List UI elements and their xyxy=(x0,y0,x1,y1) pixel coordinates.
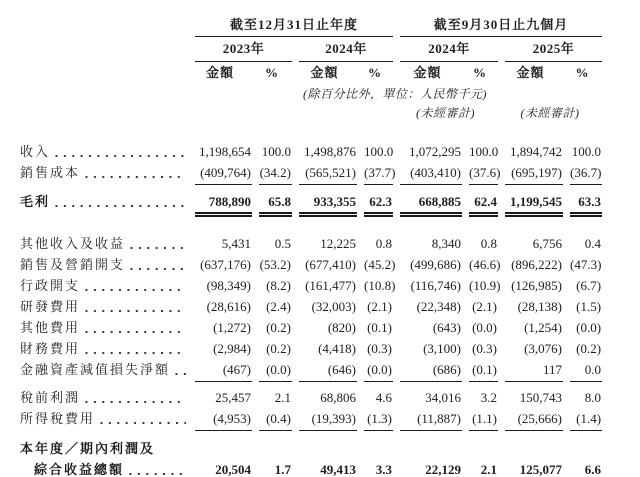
dot-leader xyxy=(129,471,186,477)
percent-cell: (53.2) xyxy=(259,257,291,272)
percent-header: % xyxy=(575,65,590,80)
amount-cell: (686) xyxy=(393,359,462,382)
percent-cell: 62.3 xyxy=(357,191,393,217)
amount-cell: (25,666) xyxy=(498,408,563,431)
table-row-impairment-losses xyxy=(20,359,602,382)
percent-cell: 8.0 xyxy=(584,390,602,405)
spacer-row xyxy=(20,217,602,233)
dot-leader xyxy=(85,399,186,405)
column-group-nine-months: 截至9月30日止九個月 xyxy=(393,13,602,37)
amount-cell: (695,197) xyxy=(498,162,563,185)
percent-cell: (0.4) xyxy=(252,408,292,431)
percent-cell: (2.1) xyxy=(472,299,498,314)
percent-header: % xyxy=(368,65,382,80)
amount-cell: (677,410) xyxy=(305,257,356,272)
amount-cell: (4,953) xyxy=(188,408,252,431)
percent-cell: (2.1) xyxy=(367,299,393,314)
percent-cell: (0.0) xyxy=(576,320,602,335)
percent-cell: (0.0) xyxy=(252,359,292,382)
table-row-income-tax xyxy=(20,408,602,431)
row-label-cell xyxy=(20,162,188,185)
dot-leader xyxy=(175,371,186,377)
percent-cell: 100.0 xyxy=(261,144,291,159)
unit-note-row xyxy=(20,85,602,104)
amount-cell: (2,984) xyxy=(213,341,251,356)
percent-cell: (0.1) xyxy=(462,359,498,382)
percent-cell: 65.8 xyxy=(252,191,292,217)
column-group-annual: 截至12月31日止年度 xyxy=(188,13,393,37)
spacer-cell xyxy=(20,37,188,62)
amount-cell: (22,348) xyxy=(416,299,462,314)
percent-cell: 0.0 xyxy=(563,359,602,382)
percent-cell: 100.0 xyxy=(364,144,394,159)
percent-cell: (10.8) xyxy=(364,278,396,293)
amount-cell: (565,521) xyxy=(292,162,357,185)
percent-cell: (0.3) xyxy=(472,341,498,356)
row-label: 銷售及營銷開支 xyxy=(20,257,126,272)
amount-cell: (499,686) xyxy=(410,257,462,272)
row-label-cell xyxy=(20,233,188,254)
column-group-header-row xyxy=(20,13,602,37)
amount-cell: 933,355 xyxy=(292,191,357,217)
row-label-cell xyxy=(20,359,188,382)
amount-header: 金額 xyxy=(310,65,339,80)
row-label-cell xyxy=(20,438,188,459)
row-label: 收入 xyxy=(20,144,51,159)
percent-cell: 3.2 xyxy=(480,390,498,405)
amount-header: 金額 xyxy=(205,65,234,80)
spacer-cell xyxy=(20,13,188,37)
spacer-cell xyxy=(20,104,393,123)
row-label: 其他費用 xyxy=(20,320,81,335)
row-label-cell xyxy=(20,387,188,408)
year-header-row xyxy=(20,37,602,62)
amount-cell: (3,076) xyxy=(524,341,563,356)
amount-header: 金額 xyxy=(516,65,545,80)
amount-cell: (11,887) xyxy=(393,408,462,431)
dot-leader xyxy=(130,266,186,272)
row-label-cell xyxy=(20,317,188,338)
amount-cell: 5,431 xyxy=(221,236,251,251)
dot-leader xyxy=(55,203,186,209)
year-header-2024: 2024年 xyxy=(292,37,393,62)
amount-header: 金額 xyxy=(413,65,442,80)
percent-cell: (1.3) xyxy=(357,408,393,431)
amount-cell: (643) xyxy=(432,320,462,335)
table-row-total-label-line1 xyxy=(20,438,602,459)
percent-cell: (8.2) xyxy=(266,278,291,293)
amount-cell: 8,340 xyxy=(431,236,462,251)
amount-cell: (896,222) xyxy=(511,257,563,272)
spacer-cell xyxy=(20,85,188,104)
percent-header: % xyxy=(265,65,279,80)
dot-leader xyxy=(85,287,186,293)
year-header-2024-9m: 2024年 xyxy=(393,37,498,62)
amount-cell: 668,885 xyxy=(393,191,462,217)
dot-leader xyxy=(85,174,186,180)
row-label-cell xyxy=(20,459,188,477)
percent-cell: (0.2) xyxy=(576,341,602,356)
amount-cell: 125,077 xyxy=(498,459,563,477)
amount-cell: 788,890 xyxy=(188,191,252,217)
row-label-cell xyxy=(20,275,188,296)
percent-cell: (2.4) xyxy=(266,299,291,314)
table-row-gross-profit xyxy=(20,191,602,217)
amount-cell: (637,176) xyxy=(200,257,251,272)
table-row-selling-expenses xyxy=(20,254,602,275)
percent-cell: 3.3 xyxy=(357,459,393,477)
amount-cell: 1,199,545 xyxy=(498,191,563,217)
percent-cell: 100.0 xyxy=(571,144,602,159)
percent-cell: (1.1) xyxy=(462,408,498,431)
percent-cell: 0.8 xyxy=(480,236,498,251)
row-label: 本年度／期內利潤及 xyxy=(20,441,156,456)
percent-cell: 4.6 xyxy=(375,390,393,405)
percent-cell: (6.7) xyxy=(576,278,602,293)
amount-cell: (28,616) xyxy=(206,299,251,314)
percent-cell: (47.3) xyxy=(570,257,602,272)
spacer-row xyxy=(20,431,602,438)
unit-note: (除百分比外，單位：人民幣千元) xyxy=(303,87,487,101)
percent-cell: (37.7) xyxy=(357,162,393,185)
percent-cell: 63.3 xyxy=(563,191,602,217)
table-row-other-expenses xyxy=(20,317,602,338)
amount-cell: (646) xyxy=(292,359,357,382)
spacer-cell xyxy=(188,438,602,459)
percent-cell: 0.5 xyxy=(274,236,291,251)
table-row-revenue xyxy=(20,141,602,162)
amount-cell: 150,743 xyxy=(519,390,563,405)
percent-cell: 0.4 xyxy=(584,236,602,251)
amount-cell: (409,764) xyxy=(188,162,252,185)
unaudited-note: (未經審計) xyxy=(416,106,476,120)
row-label-cell xyxy=(20,191,188,217)
amount-cell: 6,756 xyxy=(532,236,563,251)
amount-cell: 25,457 xyxy=(215,390,251,405)
amount-cell: 68,806 xyxy=(320,390,356,405)
row-label: 毛利 xyxy=(20,194,51,209)
percent-cell: 2.1 xyxy=(462,459,498,477)
amount-cell: (116,746) xyxy=(410,278,462,293)
amount-cell: 117 xyxy=(498,359,563,382)
percent-cell: (0.3) xyxy=(367,341,393,356)
percent-cell: (10.9) xyxy=(469,278,501,293)
unaudited-note: (未經審計) xyxy=(520,106,580,120)
amount-cell: (28,138) xyxy=(517,299,563,314)
amount-cell: (19,393) xyxy=(292,408,357,431)
dot-leader xyxy=(85,329,186,335)
amount-cell: 12,225 xyxy=(320,236,356,251)
amount-cell: 22,129 xyxy=(393,459,462,477)
percent-cell: (46.6) xyxy=(469,257,501,272)
percent-cell: 100.0 xyxy=(469,144,499,159)
row-label-cell xyxy=(20,408,188,431)
dot-leader xyxy=(85,308,186,314)
spacer-cell xyxy=(188,85,292,104)
column-header-row xyxy=(20,62,602,85)
table-row-other-income xyxy=(20,233,602,254)
spacer-cell xyxy=(498,85,602,104)
row-label: 行政開支 xyxy=(20,278,81,293)
row-label: 研發費用 xyxy=(20,299,81,314)
amount-cell: 1,894,742 xyxy=(510,144,563,159)
amount-cell: (403,410) xyxy=(393,162,462,185)
amount-cell: 49,413 xyxy=(292,459,357,477)
table-row-total-comprehensive-income xyxy=(20,459,602,477)
percent-cell: (1.5) xyxy=(576,299,602,314)
unaudited-note-row xyxy=(20,104,602,123)
percent-cell: (0.0) xyxy=(357,359,393,382)
amount-cell: (4,418) xyxy=(318,341,356,356)
amount-cell: (98,349) xyxy=(206,278,251,293)
percent-cell: 2.1 xyxy=(274,390,291,405)
amount-cell: 1,198,654 xyxy=(199,144,251,159)
amount-cell: (32,003) xyxy=(311,299,356,314)
amount-cell: (1,254) xyxy=(524,320,563,335)
table-row-admin-expenses xyxy=(20,275,602,296)
percent-cell: (0.2) xyxy=(266,341,291,356)
amount-cell: 34,016 xyxy=(425,390,462,405)
percent-header: % xyxy=(473,65,488,80)
amount-cell: 1,498,876 xyxy=(304,144,356,159)
table-row-cost-of-sales xyxy=(20,162,602,185)
amount-cell: (161,477) xyxy=(305,278,356,293)
amount-cell: (3,100) xyxy=(423,341,462,356)
row-label: 所得稅費用 xyxy=(20,411,96,426)
percent-cell: 6.6 xyxy=(563,459,602,477)
row-label: 綜合收益總額 xyxy=(34,462,125,477)
table-row-finance-costs xyxy=(20,338,602,359)
dot-leader xyxy=(55,153,186,159)
amount-cell: 1,072,295 xyxy=(409,144,462,159)
spacer-cell xyxy=(20,62,188,85)
amount-cell: (820) xyxy=(327,320,356,335)
percent-cell: (36.7) xyxy=(563,162,602,185)
dot-leader xyxy=(130,245,186,251)
amount-cell: (126,985) xyxy=(511,278,563,293)
percent-cell: (0.0) xyxy=(472,320,498,335)
row-label: 金融資產減值損失淨額 xyxy=(20,362,171,377)
row-label: 銷售成本 xyxy=(20,165,81,180)
row-label: 財務費用 xyxy=(20,341,81,356)
row-label-cell xyxy=(20,254,188,275)
percent-cell: (0.1) xyxy=(367,320,393,335)
table-row-profit-before-tax xyxy=(20,387,602,408)
dot-leader xyxy=(85,350,186,356)
year-header-2023: 2023年 xyxy=(188,37,292,62)
percent-cell: 62.4 xyxy=(462,191,498,217)
percent-cell: 0.8 xyxy=(375,236,393,251)
percent-cell: (0.2) xyxy=(266,320,291,335)
income-statement-table xyxy=(20,13,602,477)
row-label: 稅前利潤 xyxy=(20,390,81,405)
percent-cell: (37.6) xyxy=(462,162,498,185)
amount-cell: (467) xyxy=(188,359,252,382)
amount-cell: (1,272) xyxy=(213,320,251,335)
percent-cell: (34.2) xyxy=(252,162,292,185)
amount-cell: 20,504 xyxy=(188,459,252,477)
percent-cell: 1.7 xyxy=(252,459,292,477)
row-label: 其他收入及收益 xyxy=(20,236,126,251)
percent-cell: (1.4) xyxy=(563,408,602,431)
row-label-cell xyxy=(20,141,188,162)
row-label-cell xyxy=(20,338,188,359)
percent-cell: (45.2) xyxy=(364,257,396,272)
table-row-rd-expenses xyxy=(20,296,602,317)
row-label-cell xyxy=(20,296,188,317)
year-header-2025-9m: 2025年 xyxy=(498,37,602,62)
spacer-row xyxy=(20,123,602,141)
dot-leader xyxy=(100,420,186,426)
